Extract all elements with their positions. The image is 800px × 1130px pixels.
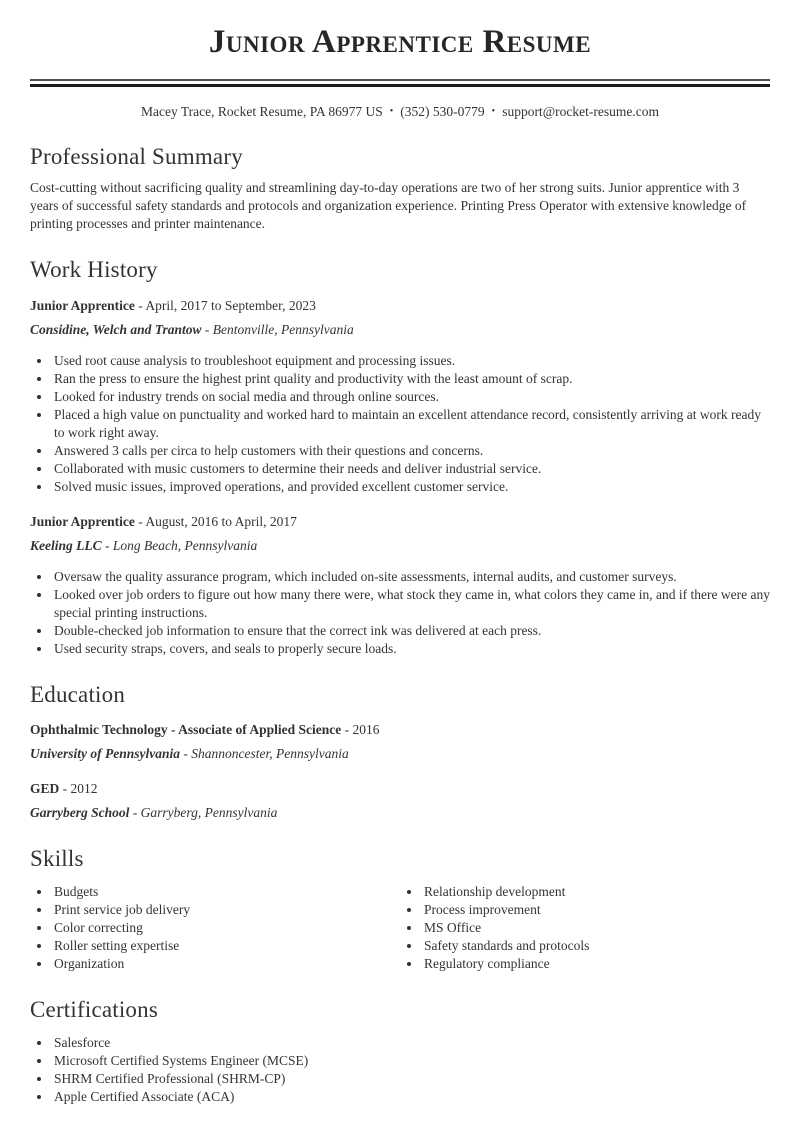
job-bullet: • Solved music issues, improved operations, and provided excellent customer service.: [52, 478, 770, 496]
job-bullet: • Looked for industry trends on social media and through online sources.: [52, 388, 770, 406]
education-degree-line: [30, 721, 770, 739]
education-degree: GED: [30, 781, 60, 796]
contact-address: Macey Trace, Rocket Resume, PA 86977 US: [141, 104, 383, 119]
skill-item: • Organization: [52, 955, 400, 973]
section-skills: [30, 846, 770, 973]
job-bullet: • Double-checked job information to ensure that the correct ink was delivered at each press.: [52, 622, 770, 640]
certification-item: • Salesforce: [52, 1034, 770, 1052]
skills-column-right: [400, 883, 770, 973]
education-year: 2012: [70, 781, 98, 796]
section-education: [30, 682, 770, 822]
section-work-history: [30, 257, 770, 658]
skill-item: • Roller setting expertise: [52, 937, 400, 955]
skills-columns: [30, 883, 770, 973]
job-company: Considine, Welch and Trantow: [30, 322, 202, 337]
education-school-line: [30, 745, 770, 763]
dash-separator: -: [344, 722, 350, 737]
certification-item: • Microsoft Certified Systems Engineer (MCSE): [52, 1052, 770, 1070]
contact-separator: •: [491, 106, 496, 117]
job-title: Junior Apprentice: [30, 514, 135, 529]
job-bullet: • Oversaw the quality assurance program, which included on-site assessments, internal audits, and customer surveys.: [52, 568, 770, 586]
education-location: Shannoncester, Pennsylvania: [191, 746, 349, 761]
contact-email: support@rocket-resume.com: [502, 104, 659, 119]
job-bullet: • Collaborated with music customers to determine their needs and deliver industrial service.: [52, 460, 770, 478]
section-certifications: [30, 997, 770, 1106]
dash-separator: -: [105, 538, 110, 553]
job-title-line: [30, 297, 770, 315]
certifications-heading: Certifications: [30, 997, 158, 1022]
dash-separator: -: [138, 514, 143, 529]
job-bullet: • Answered 3 calls per circa to help customers with their questions and concerns.: [52, 442, 770, 460]
section-professional-summary: [30, 144, 770, 233]
skill-item: • Relationship development: [422, 883, 770, 901]
education-location: Garryberg, Pennsylvania: [140, 805, 278, 820]
job-title-line: [30, 513, 770, 531]
job-bullet: • Placed a high value on punctuality and worked hard to maintain an excellent attendance record, consistently arriving at work ready to work right away.: [52, 406, 770, 442]
dash-separator: -: [132, 805, 138, 820]
skills-list: [400, 883, 770, 973]
contact-separator: •: [389, 106, 394, 117]
job-dates: August, 2016 to April, 2017: [145, 514, 297, 529]
education-year: 2016: [352, 722, 380, 737]
contact-phone: (352) 530-0779: [400, 104, 485, 119]
skill-item: • MS Office: [422, 919, 770, 937]
job-entry: [30, 513, 770, 658]
education-entry: [30, 721, 770, 763]
job-bullet: • Ran the press to ensure the highest print quality and productivity with the least amount of scrap.: [52, 370, 770, 388]
job-bullet: • Used root cause analysis to troubleshoot equipment and processing issues.: [52, 352, 770, 370]
header-divider-rule: [30, 79, 770, 87]
certifications-list: [30, 1034, 770, 1106]
skill-item: • Print service job delivery: [52, 901, 400, 919]
skill-item: • Color correcting: [52, 919, 400, 937]
professional-summary-text: Cost-cutting without sacrificing quality and streamlining day-to-day operations are two of her strong suits. Junior apprentice with 3 years of successful safety standards and protocols and organization experience. Printing Press Operator with extensive knowledge of printing processes and printer maintenance.: [30, 180, 747, 231]
job-dates: April, 2017 to September, 2023: [145, 298, 316, 313]
work-history-heading: Work History: [30, 257, 158, 282]
dash-separator: -: [62, 781, 68, 796]
job-bullet: • Looked over job orders to figure out how many there were, what stock they came in, what colors they came in, and if there were any special printing instructions.: [52, 586, 770, 622]
job-bullet-list: [30, 568, 770, 658]
contact-line: [30, 104, 770, 120]
skill-item: • Budgets: [52, 883, 400, 901]
job-company-line: [30, 321, 770, 339]
education-degree-line: [30, 780, 770, 798]
skills-column-left: [30, 883, 400, 973]
skill-item: • Process improvement: [422, 901, 770, 919]
education-entry: [30, 780, 770, 822]
job-location: Long Beach, Pennsylvania: [112, 538, 258, 553]
certification-item: • SHRM Certified Professional (SHRM-CP): [52, 1070, 770, 1088]
skills-list: [30, 883, 400, 973]
certification-item: • Apple Certified Associate (ACA): [52, 1088, 770, 1106]
job-company: Keeling LLC: [30, 538, 102, 553]
dash-separator: -: [183, 746, 188, 761]
skill-item: • Safety standards and protocols: [422, 937, 770, 955]
professional-summary-heading: Professional Summary: [30, 144, 243, 169]
education-degree: Ophthalmic Technology - Associate of Applied Science: [30, 722, 342, 737]
job-title: Junior Apprentice: [30, 298, 135, 313]
education-school: Garryberg School: [30, 805, 130, 820]
resume-title: Junior Apprentice Resume: [208, 24, 592, 60]
dash-separator: -: [204, 322, 210, 337]
job-bullet: • Used security straps, covers, and seals to properly secure loads.: [52, 640, 770, 658]
education-school-line: [30, 804, 770, 822]
job-bullet-list: [30, 352, 770, 496]
job-location: Bentonville, Pennsylvania: [212, 322, 354, 337]
job-company-line: [30, 537, 770, 555]
job-entry: [30, 297, 770, 496]
skills-heading: Skills: [30, 846, 84, 871]
dash-separator: -: [138, 298, 143, 313]
education-school: University of Pennsylvania: [30, 746, 180, 761]
skill-item: • Regulatory compliance: [422, 955, 770, 973]
education-heading: Education: [30, 682, 126, 707]
